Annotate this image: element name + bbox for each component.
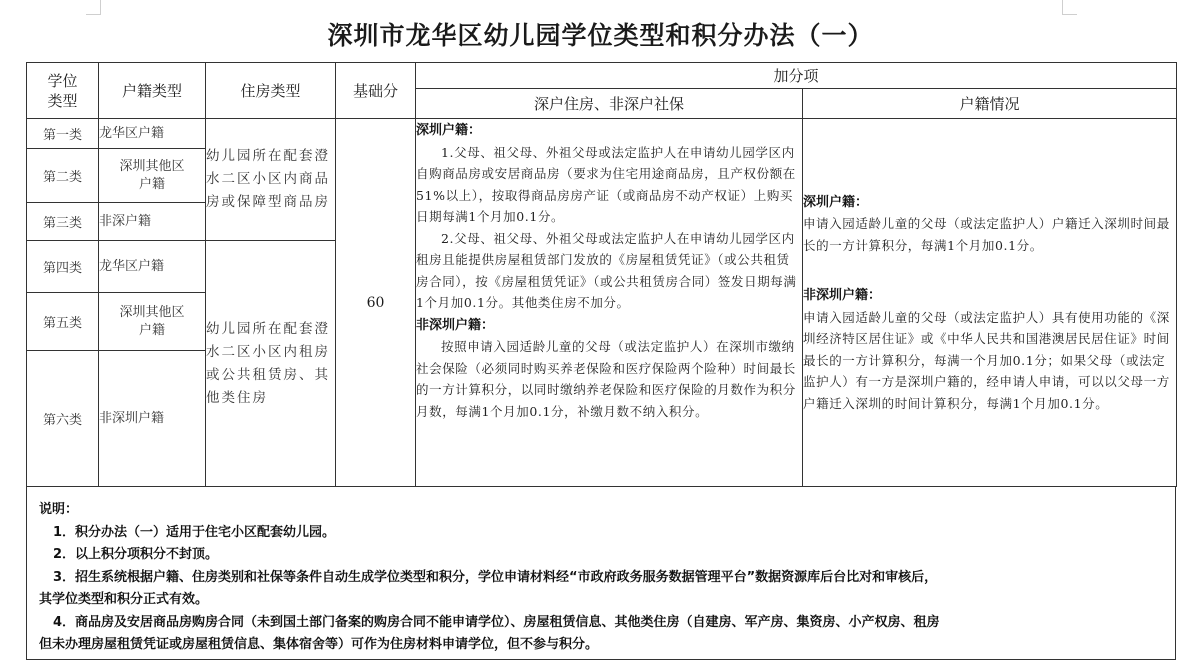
non-sz-hukou-label: 非深圳户籍： (416, 317, 495, 333)
notes-heading: 说明： (39, 502, 79, 517)
header-degree-type: 学位 类型 (27, 63, 99, 119)
note-item: 1．积分办法（一）适用于住宅小区配套幼儿园。 (53, 524, 336, 540)
note-item: 4．商品房及安居商品房购房合同（未到国土部门备案的购房合同不能申请学位）、房屋租赁信息、其他类住房（自建房、军产房、集资房、小产权房、租房 (53, 614, 940, 630)
hukou-sz-label: 深圳户籍： (803, 194, 869, 210)
base-score-cell: 60 (336, 119, 416, 487)
category-cell: 第五类 (27, 293, 99, 351)
non-sz-social-security-rule: 按照申请入园适龄儿童的父母（或法定监护人）在深圳市缴纳社会保险（必须同时购买养老保险和医疗保险两个险种）时间最长的一方计算积分，以同时缴纳养老保险和医疗保险的月数作为积分月数，每满1个月加0.1分，补缴月数不纳入积分。 (416, 339, 796, 419)
hukou-cell: 非深圳户籍 (99, 351, 206, 487)
note-item-continuation: 但未办理房屋租赁凭证或房屋租赁信息、集体宿舍等）可作为住房材料申请学位，但不参与积分。 (39, 637, 599, 652)
hukou-cell: 深圳其他区 户籍 (99, 149, 206, 203)
housing-cell-owned: 幼儿园所在配套澄水二区小区内商品房或保障型商品房 (206, 119, 336, 241)
category-cell: 第六类 (27, 351, 99, 487)
housing-cell-rented: 幼儿园所在配套澄水二区小区内租房或公共租赁房、其他类住房 (206, 241, 336, 487)
header-bonus-housing: 深户住房、非深户社保 (416, 89, 803, 119)
sz-hukou-label: 深圳户籍： (416, 123, 482, 138)
note-item-continuation: 其学位类型和积分正式有效。 (39, 592, 209, 607)
notes-section (26, 486, 1176, 660)
page-corner-mark-right (1062, 0, 1077, 15)
header-base-score: 基础分 (336, 63, 416, 119)
sz-housing-rule-2: 2.父母、祖父母、外祖父母或法定监护人在申请幼儿园学区内租房且能提供房屋租赁部门发放的《房屋租赁凭证》（或公共租赁房合同），按《房屋租赁凭证》（或公共租赁房合同）签发日期每满1个月加0.1分。其他类住房不加分。 (416, 230, 797, 310)
hukou-sz-rule: 申请入园适龄儿童的父母（或法定监护人）户籍迁入深圳时间最长的一方计算积分，每满1个月加0.1分。 (803, 216, 1170, 253)
header-bonus-hukou: 户籍情况 (803, 89, 1177, 119)
hukou-cell: 深圳其他区 户籍 (99, 293, 206, 351)
note-item: 2．以上积分项积分不封顶。 (53, 547, 219, 562)
hukou-cell: 龙华区户籍 (99, 241, 206, 293)
category-cell: 第四类 (27, 241, 99, 293)
note-item: 3．招生系统根据户籍、住房类别和社保等条件自动生成学位类型和积分，学位申请材料经“市政府政务服务数据管理平台”数据资源库后台比对和审核后， (53, 569, 938, 585)
sz-housing-rule-1: 1.父母、祖父母、外祖父母或法定监护人在申请幼儿园学区内自购商品房或安居商品房（要求为住宅用途商品房，且产权份额在51%以上），按取得商品房房产证（或商品房不动产权证）上购买日期每满1个月加0.1分。 (416, 144, 796, 224)
bonus-hukou-rules (803, 119, 1177, 487)
category-cell: 第一类 (27, 119, 99, 149)
document-title: 深圳市龙华区幼儿园学位类型和积分办法（一） (327, 21, 874, 50)
hukou-cell: 非深户籍 (99, 203, 206, 241)
hukou-cell: 龙华区户籍 (99, 119, 206, 149)
category-cell: 第三类 (27, 203, 99, 241)
header-bonus: 加分项 (416, 63, 1177, 89)
category-cell: 第二类 (27, 149, 99, 203)
table-row (27, 119, 1177, 149)
bonus-housing-rules (416, 119, 803, 487)
points-table (26, 62, 1177, 487)
hukou-non-sz-rule: 申请入园适龄儿童的父母（或法定监护人）具有使用功能的《深圳经济特区居住证》或《中华人民共和国港澳居民居住证》时间最长的一方计算积分，每满一个月加0.1分；如果父母（或法定监护人）有一方是深圳户籍的，经申请人申请，可以以父母一方户籍迁入深圳的时间计算积分，每满1个月加0.1分。 (803, 309, 1170, 411)
page-corner-mark-left (86, 0, 101, 15)
hukou-non-sz-label: 非深圳户籍： (803, 288, 882, 304)
header-hukou-type: 户籍类型 (99, 63, 206, 119)
header-housing-type: 住房类型 (206, 63, 336, 119)
